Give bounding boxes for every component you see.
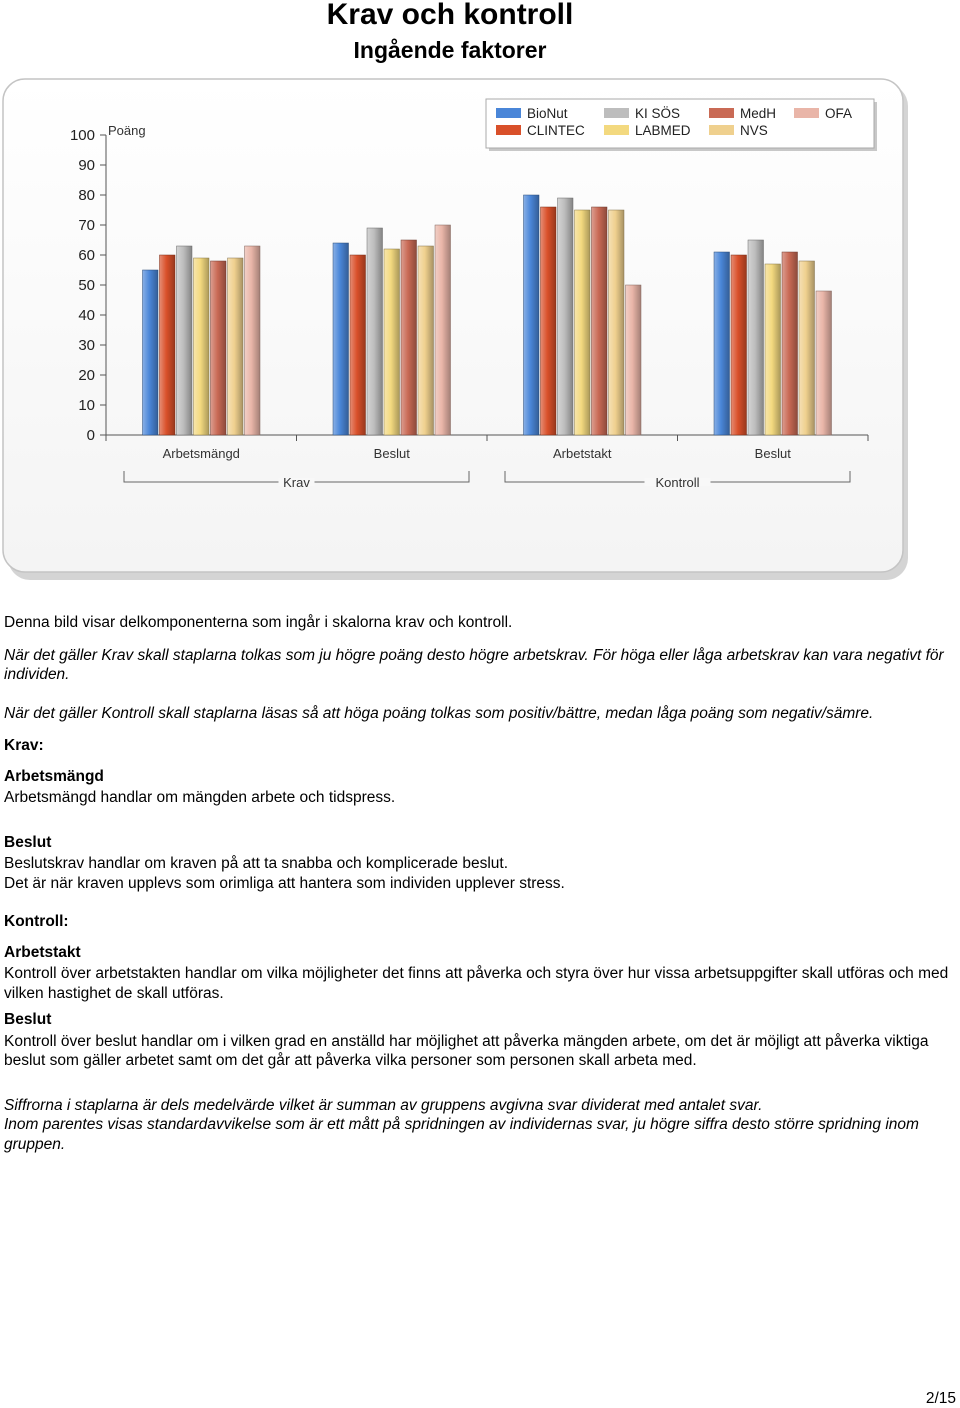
legend-label: BioNut <box>527 106 568 121</box>
legend-swatch <box>709 125 734 135</box>
bar-ofa-0 <box>245 246 261 435</box>
arbetsmangd-text: Arbetsmängd handlar om mängden arbete och tidspress. <box>4 789 396 806</box>
kontroll-heading: Kontroll: <box>4 913 69 930</box>
y-tick-label: 40 <box>78 307 95 324</box>
legend-label: NVS <box>740 123 768 138</box>
legend-swatch <box>496 125 521 135</box>
y-tick-label: 100 <box>69 127 95 144</box>
arbetstakt-heading: Arbetstakt <box>4 943 81 961</box>
bar-labmed-2 <box>575 210 591 435</box>
legend-label: CLINTEC <box>527 123 585 138</box>
y-tick-label: 90 <box>78 157 95 174</box>
beslut-kontroll-text: Kontroll över beslut handlar om i vilken grad en anställd har möjlighet att påverka mängden arbete, om det är möjligt att påverka viktiga beslut som gäller arbetet samt om det går att påverka vilka personer som personen skall arbeta med. <box>4 1032 929 1069</box>
bar-medh-1 <box>401 240 417 435</box>
bar-ki-s-s-0 <box>177 246 193 435</box>
bar-ofa-2 <box>626 285 642 435</box>
y-tick-label: 0 <box>86 427 95 444</box>
bar-bionut-2 <box>524 195 540 435</box>
legend-label: MedH <box>740 106 777 121</box>
group-label: Krav <box>283 475 310 490</box>
krav-note: När det gäller Krav skall staplarna tolkas som ju högre poäng desto högre arbetskrav. För höga eller låga arbetskrav kan vara negativt för individen. <box>4 646 944 683</box>
y-tick-label: 80 <box>78 187 95 204</box>
beslut-heading: Beslut <box>4 833 52 851</box>
legend-swatch <box>794 108 819 118</box>
legend-label: OFA <box>825 106 853 121</box>
x-category-label: Beslut <box>373 446 410 461</box>
bar-nvs-1 <box>418 246 434 435</box>
legend-swatch <box>604 125 629 135</box>
bar-medh-0 <box>211 261 227 435</box>
bar-bionut-0 <box>143 270 159 435</box>
bar-ofa-3 <box>816 291 832 435</box>
bar-ki-s-s-3 <box>748 240 764 435</box>
page-number: 2/15 <box>925 1390 956 1407</box>
y-tick-label: 70 <box>78 217 95 234</box>
beslut-text-1: Beslutskrav handlar om kraven på att ta snabba och komplicerade beslut. <box>4 855 509 872</box>
arbetstakt-text: Kontroll över arbetstakten handlar om vilka möjligheter det finns att påverka och styra över hur vissa arbetsuppgifter skall utföras och med vilken hastighet de skall utföras. <box>4 965 949 1002</box>
legend-label: KI SÖS <box>635 106 681 121</box>
beslut-text-2: Det är när kraven upplevs som orimliga att hantera som individen upplever stress. <box>4 874 565 892</box>
y-axis-title: Poäng <box>108 123 146 138</box>
x-category-label: Arbetsmängd <box>162 446 240 461</box>
y-tick-label: 60 <box>78 247 95 264</box>
intro-text: Denna bild visar delkomponenterna som ingår i skalorna krav och kontroll. <box>4 614 513 631</box>
bar-clintec-2 <box>541 207 557 435</box>
beslut-kontroll-heading: Beslut <box>4 1011 52 1028</box>
bar-ki-s-s-1 <box>367 228 383 435</box>
legend-swatch <box>496 108 521 118</box>
y-tick-label: 50 <box>78 277 95 294</box>
chart-legend <box>486 99 877 151</box>
bar-labmed-0 <box>194 258 210 435</box>
bar-bionut-3 <box>714 252 730 435</box>
bar-labmed-3 <box>765 264 781 435</box>
bar-nvs-0 <box>228 258 244 435</box>
footnote-mean: Siffrorna i staplarna är dels medelvärde vilket är summan av gruppens avgivna svar dividerat med antalet svar. <box>4 1096 763 1114</box>
x-category-label: Beslut <box>754 446 791 461</box>
footnote-stddev: Inom parentes visas standardavvikelse som är ett mått på spridningen av individernas svar, ju högre siffra desto större spridning inom gruppen. <box>4 1116 919 1153</box>
bar-medh-2 <box>592 207 608 435</box>
arbetsmangd-heading: Arbetsmängd <box>4 767 104 785</box>
bar-bionut-1 <box>333 243 349 435</box>
legend-swatch <box>604 108 629 118</box>
bar-clintec-1 <box>350 255 366 435</box>
bar-chart <box>0 76 915 586</box>
chart-panel <box>0 76 915 586</box>
page-title: Krav och kontroll <box>326 0 574 31</box>
bar-nvs-3 <box>799 261 815 435</box>
kontroll-note: När det gäller Kontroll skall staplarna läsas så att höga poäng tolkas som positiv/bättre, medan låga poäng som negativ/sämre. <box>4 704 874 722</box>
description-text <box>4 613 954 1154</box>
legend-swatch <box>709 108 734 118</box>
bar-clintec-3 <box>731 255 747 435</box>
group-label: Kontroll <box>655 475 700 490</box>
bar-medh-3 <box>782 252 798 435</box>
bar-ki-s-s-2 <box>558 198 574 435</box>
bar-labmed-1 <box>384 249 400 435</box>
bar-nvs-2 <box>609 210 625 435</box>
y-tick-label: 10 <box>78 397 95 414</box>
page-subtitle: Ingående faktorer <box>353 37 547 63</box>
bar-ofa-1 <box>435 225 451 435</box>
y-tick-label: 20 <box>78 367 95 384</box>
y-tick-label: 30 <box>78 337 95 354</box>
x-category-label: Arbetstakt <box>552 446 612 461</box>
krav-heading: Krav: <box>4 737 44 754</box>
bar-clintec-0 <box>160 255 176 435</box>
legend-label: LABMED <box>635 123 691 138</box>
